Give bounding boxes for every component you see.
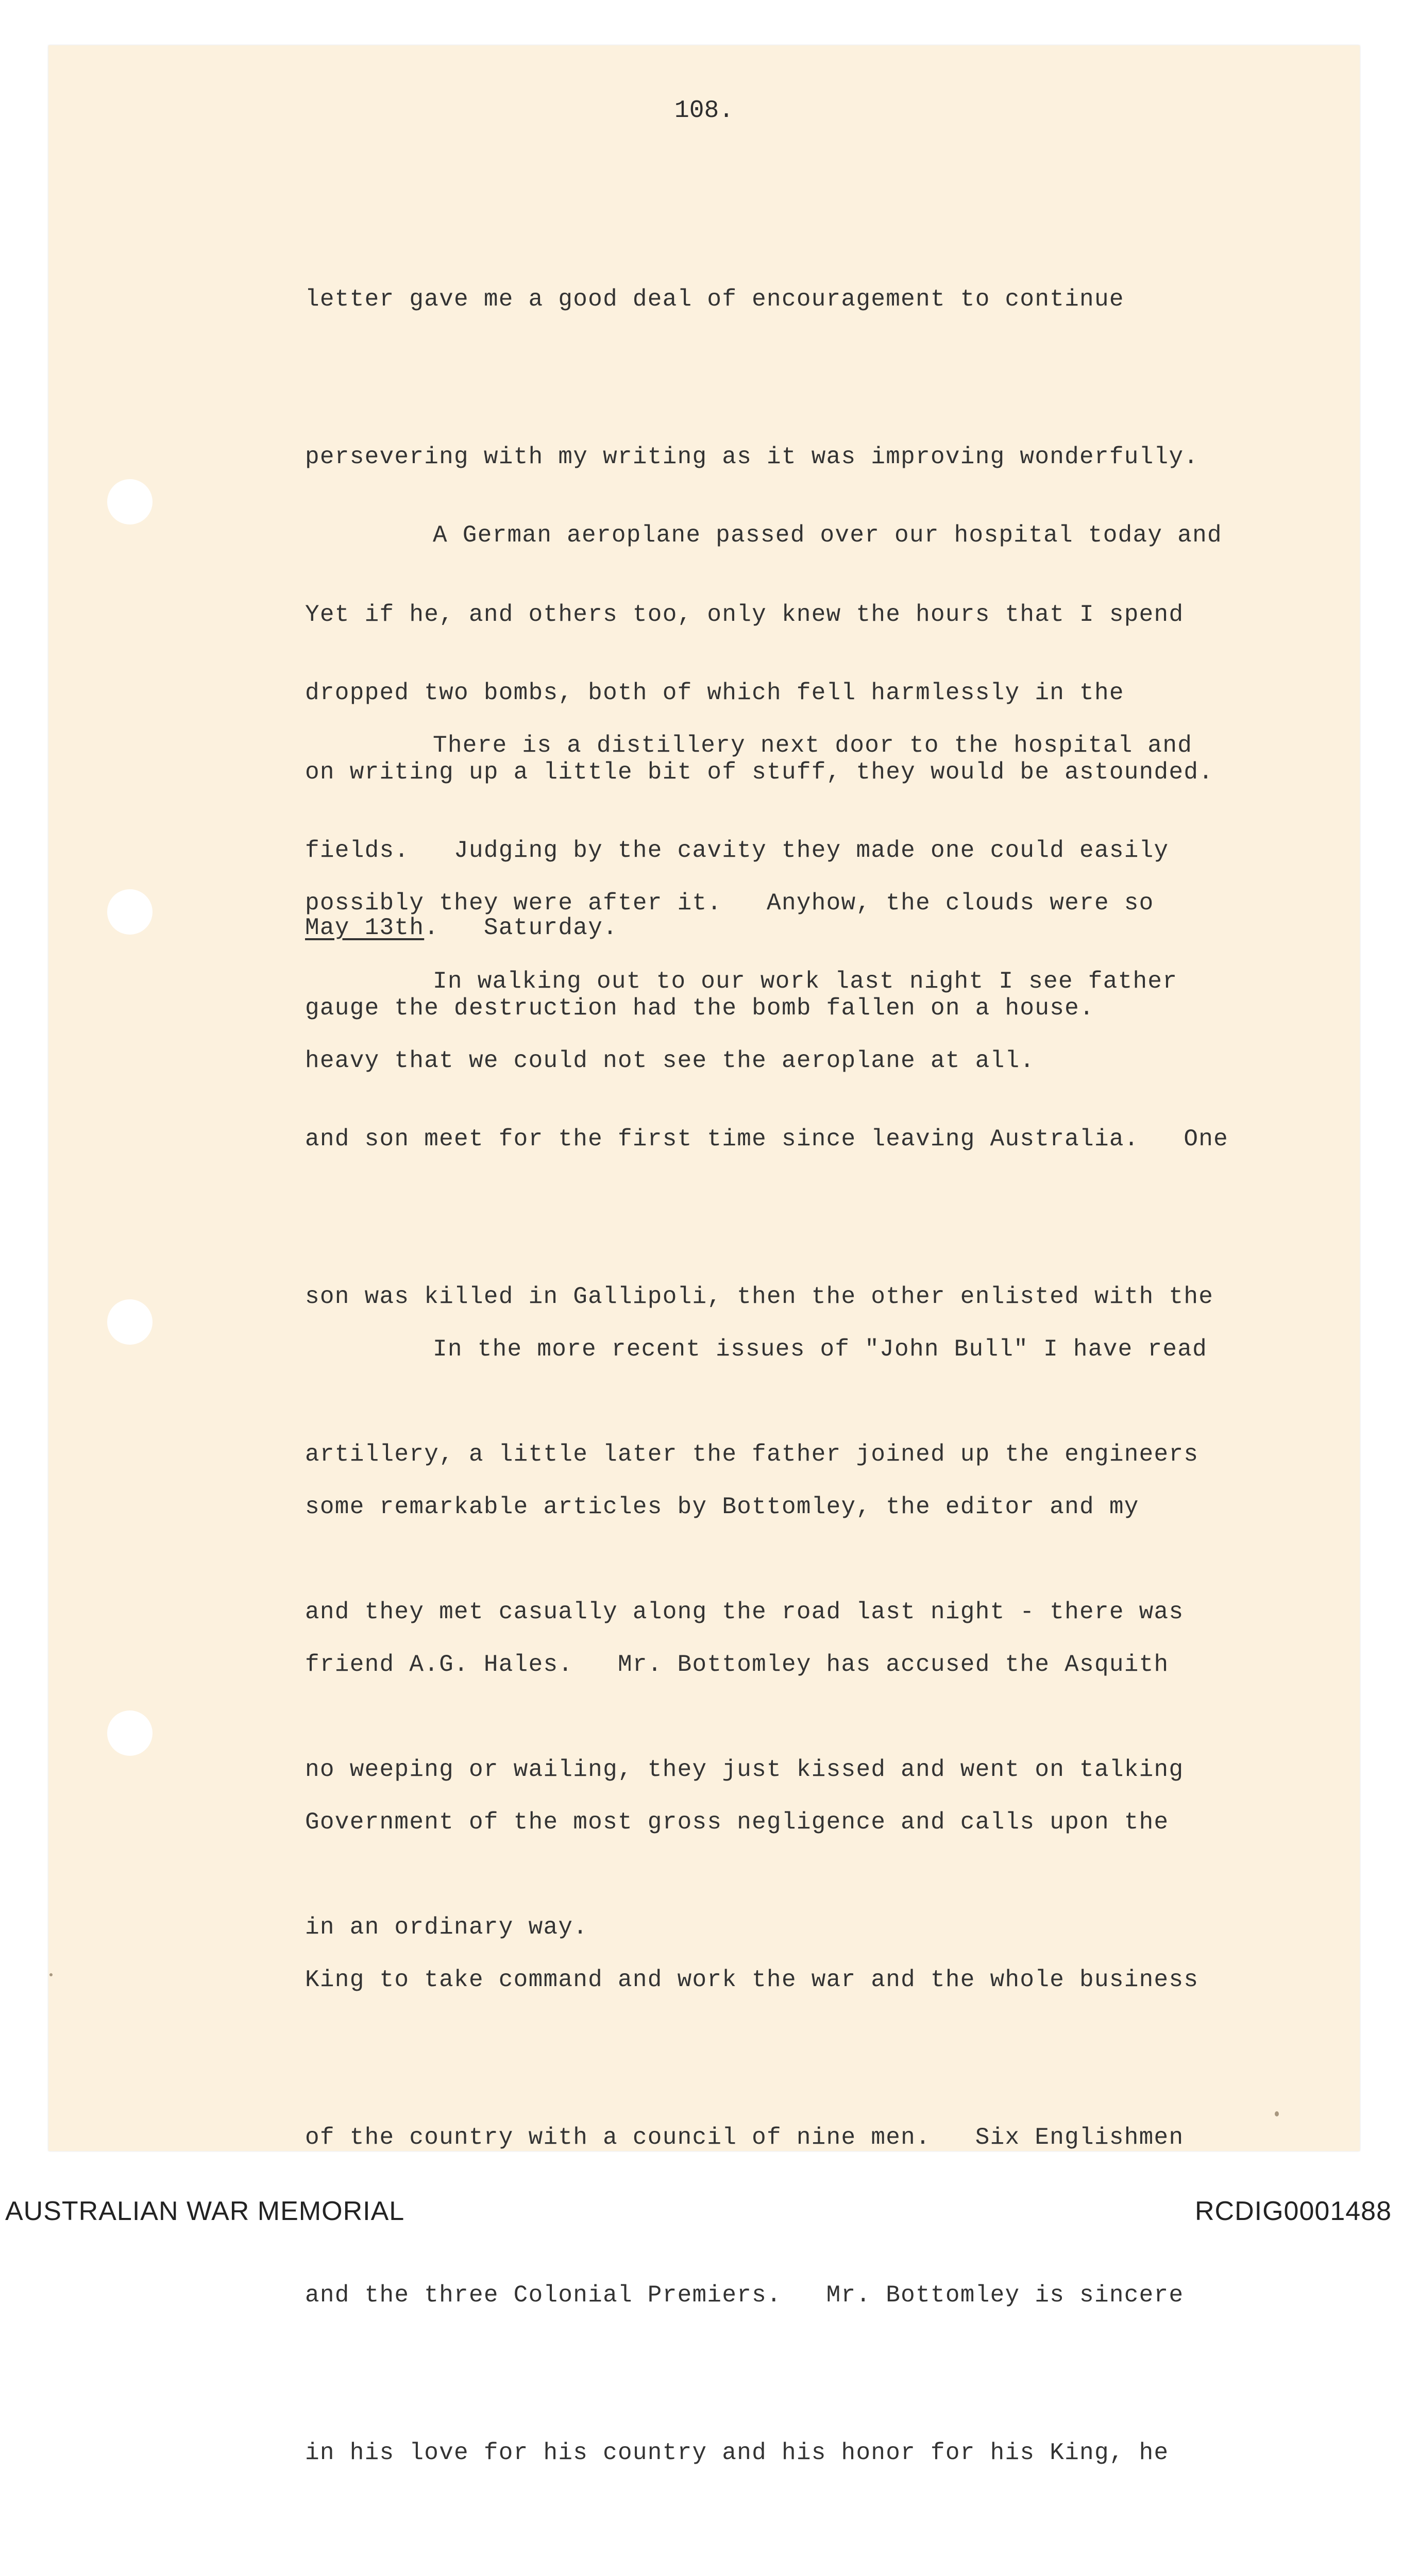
text-line: no weeping or wailing, they just kissed and went on talking xyxy=(305,1756,1184,1783)
text-line: artillery, a little later the father joined up the engineers xyxy=(305,1441,1199,1468)
text-line: fields. Judging by the cavity they made one could easily xyxy=(305,837,1169,864)
text-line: some remarkable articles by Bottomley, the editor and my xyxy=(305,1494,1139,1520)
text-line: In the more recent issues of "John Bull" I have read xyxy=(433,1336,1208,1363)
entry-date: May 13th xyxy=(305,914,425,941)
text-line: in an ordinary way. xyxy=(305,1914,588,1941)
punch-hole xyxy=(107,1299,153,1345)
text-line: persevering with my writing as it was improving wonderfully. xyxy=(305,444,1199,470)
archive-credit: AUSTRALIAN WAR MEMORIAL xyxy=(5,2196,405,2226)
text-line: son was killed in Gallipoli, then the other enlisted with the xyxy=(305,1283,1214,1310)
punch-hole xyxy=(107,479,153,524)
text-line: dropped two bombs, both of which fell harmlessly in the xyxy=(305,680,1124,706)
paper-speck xyxy=(1275,2111,1279,2116)
text-line: friend A.G. Hales. Mr. Bottomley has accused the Asquith xyxy=(305,1651,1169,1678)
text-line: and the three Colonial Premiers. Mr. Bottomley is sincere xyxy=(305,2282,1184,2309)
text-line: There is a distillery next door to the hospital and xyxy=(433,732,1193,759)
punch-hole xyxy=(107,889,153,935)
text-line: King to take command and work the war and the whole business xyxy=(305,1967,1199,1993)
text-line: and they met casually along the road last night - there was xyxy=(305,1599,1184,1625)
text-line: of the country with a council of nine men. Six Englishmen xyxy=(305,2124,1184,2151)
text-line: letter gave me a good deal of encouragement to continue xyxy=(305,286,1124,313)
text-line: in his love for his country and his honor for his King, he xyxy=(305,2439,1169,2466)
text-line: heavy that we could not see the aeroplane at all. xyxy=(305,1047,1035,1074)
archive-reference-id: RCDIG0001488 xyxy=(1195,2196,1392,2226)
text-line: possibly they were after it. Anyhow, the clouds were so xyxy=(305,890,1154,917)
paragraph-john-bull xyxy=(305,1218,1330,2576)
text-line: A German aeroplane passed over our hospital today and xyxy=(433,522,1222,549)
entry-day: Saturday. xyxy=(439,914,618,941)
text-line: In walking out to our work last night I see father xyxy=(433,968,1178,995)
punch-hole xyxy=(107,1710,153,1756)
text-line: Government of the most gross negligence and calls upon the xyxy=(305,1809,1169,1836)
text-line: and son meet for the first time since leaving Australia. One xyxy=(305,1126,1229,1153)
entry-date-punct: . xyxy=(424,914,440,941)
paper-speck xyxy=(49,1973,53,1976)
page-number: 108. xyxy=(674,97,734,125)
text-line: Yet if he, and others too, only knew the hours that I spend xyxy=(305,601,1184,628)
text-line: on writing up a little bit of stuff, they would be astounded. xyxy=(305,759,1214,786)
text-line: gauge the destruction had the bomb fallen on a house. xyxy=(305,995,1094,1022)
